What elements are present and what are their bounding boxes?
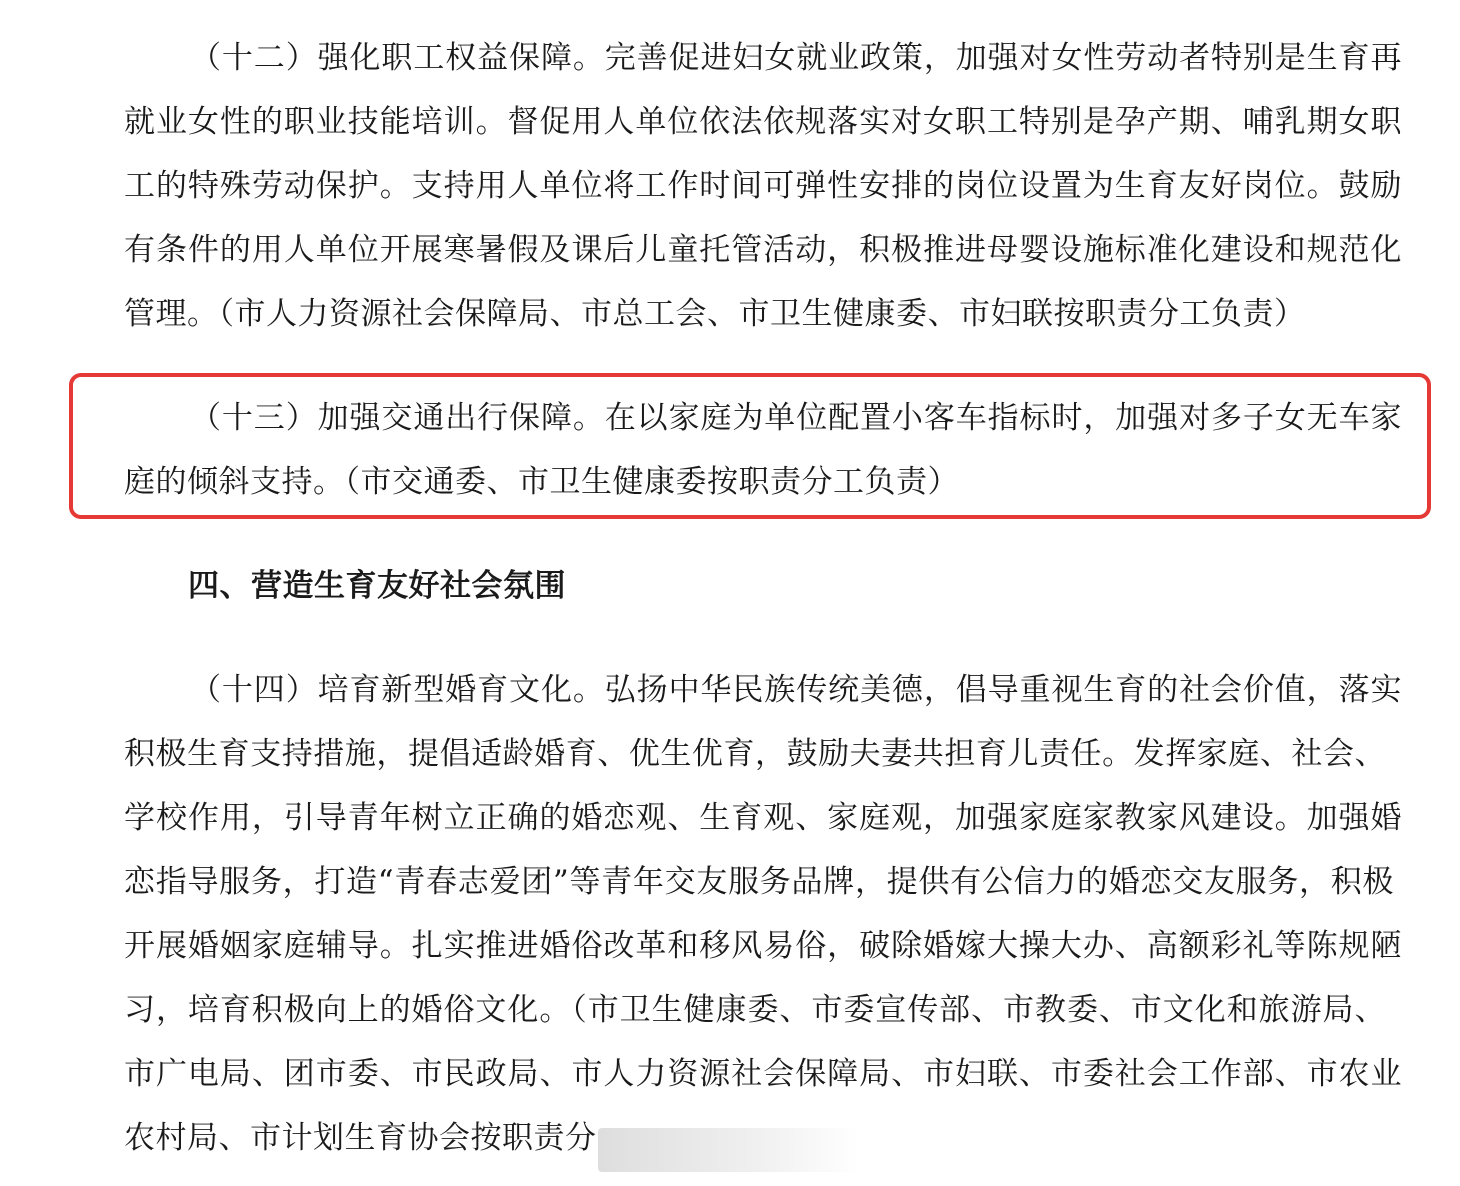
paragraph-line: 开展婚姻家庭辅导。扎实推进婚俗改革和移风易俗，破除婚嫁大操大办、高额彩礼等陈规陋 xyxy=(124,928,1402,964)
paragraph-line: 庭的倾斜支持。（市交通委、市卫生健康委按职责分工负责） xyxy=(124,464,959,500)
paragraph-line: 有条件的用人单位开展寒暑假及课后儿童托管活动，积极推进母婴设施标准化建设和规范化 xyxy=(124,232,1402,268)
paragraph-line: （十四）培育新型婚育文化。弘扬中华民族传统美德，倡导重视生育的社会价值，落实 xyxy=(190,672,1402,708)
paragraph-line: 学校作用，引导青年树立正确的婚恋观、生育观、家庭观，加强家庭家教家风建设。加强婚 xyxy=(124,800,1402,836)
paragraph-line: 习，培育积极向上的婚俗文化。（市卫生健康委、市委宣传部、市教委、市文化和旅游局、 xyxy=(124,992,1386,1028)
paragraph-line: 工的特殊劳动保护。支持用人单位将工作时间可弹性安排的岗位设置为生育友好岗位。鼓励 xyxy=(124,168,1402,204)
paragraph-line: 恋指导服务，打造“青春志爱团”等青年交友服务品牌，提供有公信力的婚恋交友服务，积极 xyxy=(124,864,1394,900)
paragraph-line: 市广电局、团市委、市民政局、市人力资源社会保障局、市妇联、市委社会工作部、市农业 xyxy=(124,1056,1402,1092)
paragraph-line: 农村局、市计划生育协会按职责分 xyxy=(124,1120,597,1156)
paragraph-line: 积极生育支持措施，提倡适龄婚育、优生优育，鼓励夫妻共担育儿责任。发挥家庭、社会、 xyxy=(124,736,1386,772)
watermark xyxy=(598,1128,860,1172)
paragraph-line: 管理。（市人力资源社会保障局、市总工会、市卫生健康委、市妇联按职责分工负责） xyxy=(124,296,1306,332)
paragraph-line: 就业女性的职业技能培训。督促用人单位依法依规落实对女职工特别是孕产期、哺乳期女职 xyxy=(124,104,1402,140)
paragraph-line: （十二）强化职工权益保障。完善促进妇女就业政策，加强对女性劳动者特别是生育再 xyxy=(190,40,1402,76)
section-heading: 四、营造生育友好社会氛围 xyxy=(188,568,566,604)
paragraph-line: （十三）加强交通出行保障。在以家庭为单位配置小客车指标时，加强对多子女无车家 xyxy=(190,400,1402,436)
